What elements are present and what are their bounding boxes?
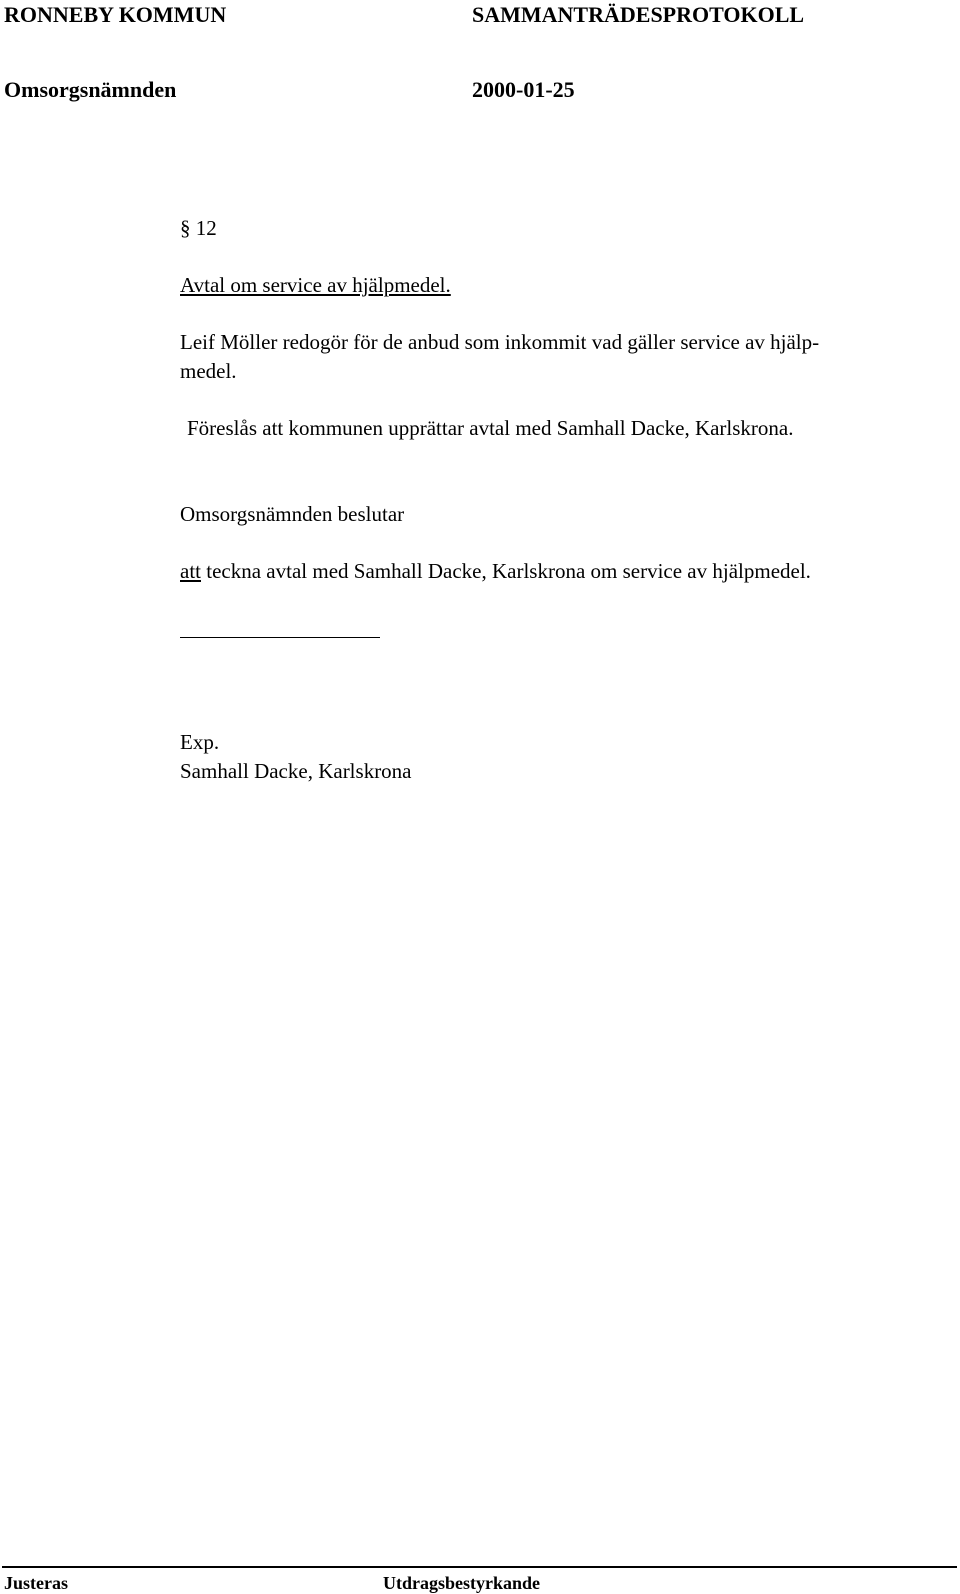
exp-recipient: Samhall Dacke, Karlskrona [180,759,412,783]
body-line-2: medel. [180,359,237,383]
meeting-date: 2000-01-25 [472,77,575,102]
paragraph-sign: § [180,216,191,240]
exp-label: Exp. [180,730,220,754]
section-number [180,216,217,241]
document-type: SAMMANTRÄDESPROTOKOLL [472,2,805,27]
section-number-value: 12 [195,216,217,240]
committee-name: Omsorgsnämnden [4,77,177,102]
footer-utdragsbestyrkande: Utdragsbestyrkande [383,1573,541,1593]
end-rule [180,637,380,638]
decision-intro: Omsorgsnämnden beslutar [180,502,405,526]
org-name: RONNEBY KOMMUN [4,2,227,27]
decision-att: att [180,559,201,583]
body-line-1: Leif Möller redogör för de anbud som inkommit vad gäller service av hjälp- [180,330,820,354]
decision-statement [180,559,811,584]
section-title: Avtal om service av hjälpmedel. [180,273,451,297]
footer-justeras: Justeras [4,1573,68,1593]
footer-rule [2,1566,957,1568]
decision-text: teckna avtal med Samhall Dacke, Karlskrona om service av hjälpmedel. [201,559,811,583]
proposal-text: Föreslås att kommunen upprättar avtal med Samhall Dacke, Karlskrona. [187,416,794,440]
